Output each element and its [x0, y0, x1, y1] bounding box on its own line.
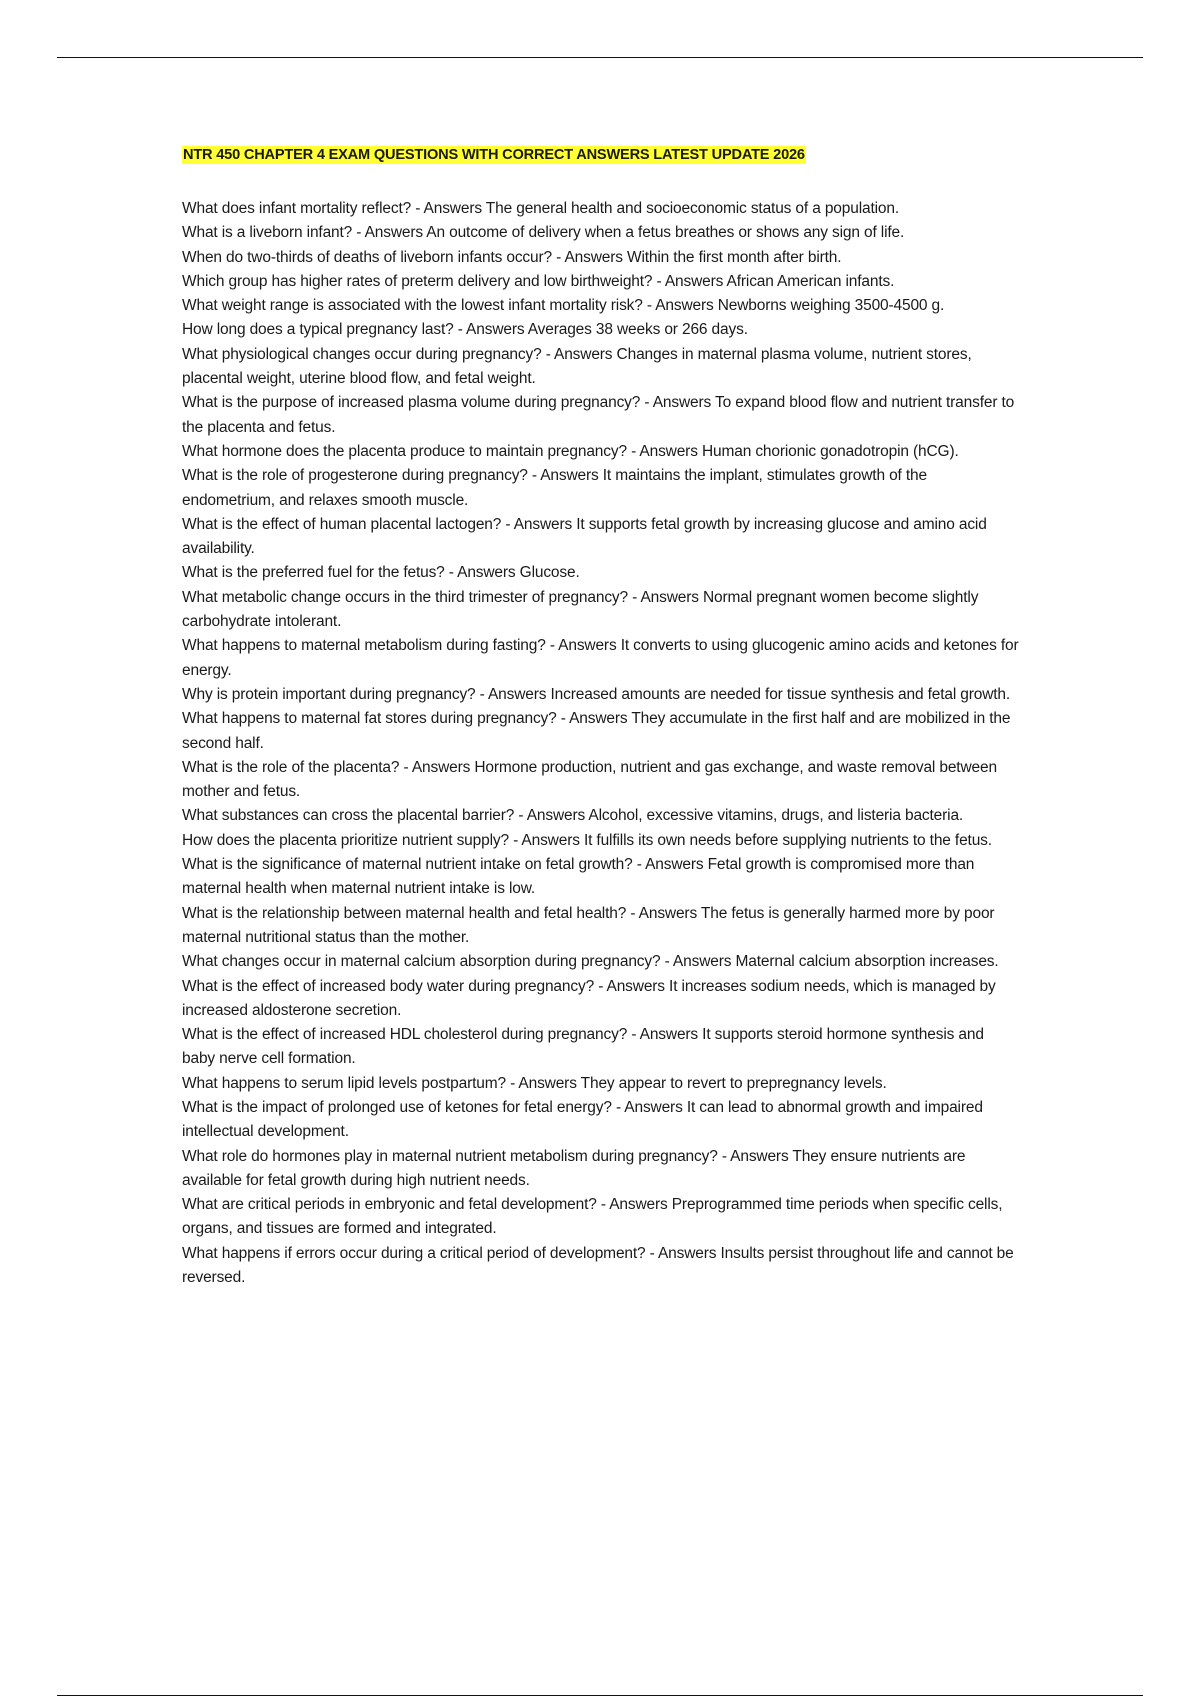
qa-item: What happens to maternal metabolism during fasting? - Answers It converts to using glucogenic amino acids and ketones for energy. — [182, 637, 1019, 679]
qa-item: What physiological changes occur during pregnancy? - Answers Changes in maternal plasma volume, nutrient stores, placental weight, uterine blood flow, and fetal weight. — [182, 345, 972, 388]
qa-item: What are critical periods in embryonic and fetal development? - Answers Preprogrammed time periods when specific cells, organs, and tissues are formed and integrated. — [182, 1196, 1003, 1238]
footer-rule — [57, 1695, 1143, 1696]
qa-item: What is the role of the placenta? - Answers Hormone production, nutrient and gas exchange, and waste removal between mother and fetus. — [182, 758, 997, 801]
qa-item: Why is protein important during pregnancy? - Answers Increased amounts are needed for tissue synthesis and fetal growth. — [182, 685, 1011, 703]
qa-item: What substances can cross the placental barrier? - Answers Alcohol, excessive vitamins, drugs, and listeria bacteria. — [182, 807, 964, 825]
qa-item: Which group has higher rates of preterm delivery and low birthweight? - Answers African American infants. — [182, 272, 895, 290]
header-rule — [57, 57, 1143, 58]
qa-item: What is the effect of increased body water during pregnancy? - Answers It increases sodium needs, which is managed by increased aldosterone secretion. — [182, 977, 996, 1019]
qa-item: What metabolic change occurs in the third trimester of pregnancy? - Answers Normal pregnant women become slightly carbohydrate intolerant. — [182, 588, 979, 631]
qa-item: What is the purpose of increased plasma volume during pregnancy? - Answers To expand blood flow and nutrient transfer to the placenta and fetus. — [182, 394, 1015, 436]
qa-item: What changes occur in maternal calcium absorption during pregnancy? - Answers Maternal calcium absorption increases. — [182, 953, 999, 971]
qa-item: How does the placenta prioritize nutrient supply? - Answers It fulfills its own needs before supplying nutrients to the fetus. — [182, 831, 992, 849]
qa-item: What hormone does the placenta produce to maintain pregnancy? - Answers Human chorionic gonadotropin (hCG). — [182, 442, 959, 460]
qa-item: What is the significance of maternal nutrient intake on fetal growth? - Answers Fetal growth is compromised more than maternal health when maternal nutrient intake is low. — [182, 856, 975, 898]
qa-item: When do two-thirds of deaths of liveborn infants occur? - Answers Within the first month after birth. — [182, 248, 842, 266]
qa-item: What is the effect of human placental lactogen? - Answers It supports fetal growth by increasing glucose and amino acid availability. — [182, 515, 987, 558]
qa-item: What is the effect of increased HDL cholesterol during pregnancy? - Answers It supports steroid hormone synthesis and baby nerve cell formation. — [182, 1026, 984, 1068]
qa-item: What is the impact of prolonged use of ketones for fetal energy? - Answers It can lead to abnormal growth and impaired intellectual development. — [182, 1098, 983, 1141]
qa-item: What is the preferred fuel for the fetus? - Answers Glucose. — [182, 564, 580, 582]
qa-item: What happens to serum lipid levels postpartum? - Answers They appear to revert to prepregnancy levels. — [182, 1074, 887, 1092]
qa-item: What does infant mortality reflect? - Answers The general health and socioeconomic status of a population. — [182, 200, 900, 217]
qa-item: What happens if errors occur during a critical period of development? - Answers Insults persist throughout life and cannot be reversed. — [182, 1244, 1014, 1287]
qa-item: What is the role of progesterone during pregnancy? - Answers It maintains the implant, stimulates growth of the endometrium, and relaxes smooth muscle. — [182, 467, 927, 509]
qa-item: What is the relationship between maternal health and fetal health? - Answers The fetus is generally harmed more by poor maternal nutritional status than the mother. — [182, 904, 995, 946]
qa-item: What role do hormones play in maternal nutrient metabolism during pregnancy? - Answers They ensure nutrients are available for fetal growth during high nutrient needs. — [182, 1147, 966, 1189]
qa-list — [182, 197, 1020, 1290]
document-title: NTR 450 CHAPTER 4 EXAM QUESTIONS WITH CORRECT ANSWERS LATEST UPDATE 2026 — [183, 147, 805, 163]
qa-item: What is a liveborn infant? - Answers An outcome of delivery when a fetus breathes or shows any sign of life. — [182, 224, 905, 242]
qa-item: What happens to maternal fat stores during pregnancy? - Answers They accumulate in the first half and are mobilized in the second half. — [182, 710, 1011, 752]
qa-item: What weight range is associated with the lowest infant mortality risk? - Answers Newborns weighing 3500-4500 g. — [182, 297, 945, 315]
qa-item: How long does a typical pregnancy last? - Answers Averages 38 weeks or 266 days. — [182, 321, 748, 339]
